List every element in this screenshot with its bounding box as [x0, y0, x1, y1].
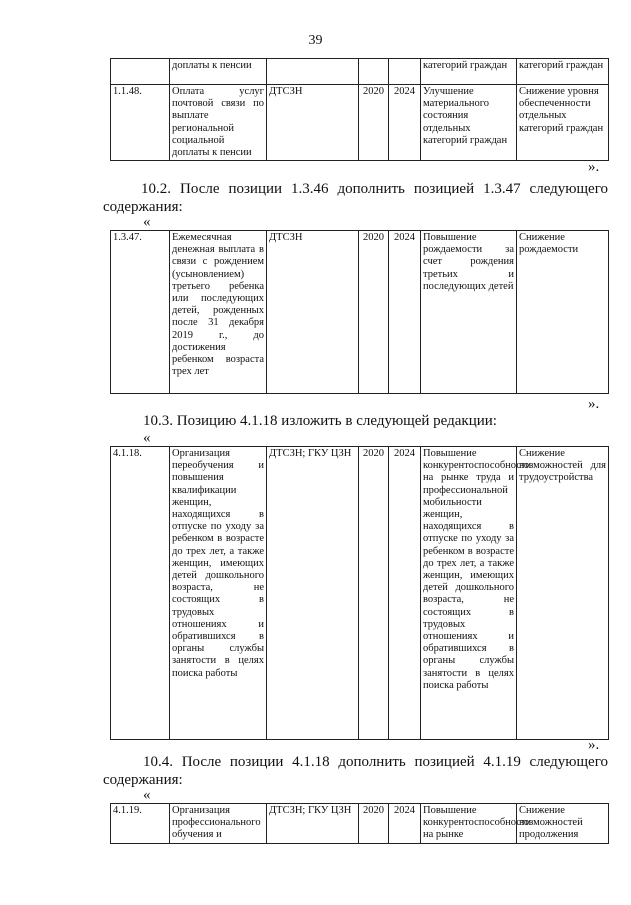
cell-indicator: Снижение рождаемости [517, 231, 609, 394]
opening-quote: « [143, 787, 151, 803]
cell-name: Ежемесячная денежная выплата в связи с рождением (усыновлением) третьего ребенка или последующих детей, рожденных после 31 декабря 2019 г., до достижения ребенком возраста трех лет [170, 231, 267, 394]
cell-year-start: 2020 [359, 85, 389, 161]
cell-year-end [389, 59, 421, 85]
cell-name: Организация профессионального обучения и [170, 804, 267, 844]
cell-name: Организация переобучения и повышения квалификации женщин, находящихся в отпуске по уходу за ребенком в возрасте до трех лет, а также женщин, имеющих детей дошкольного возраста, не состоящих в трудовых отношениях и обратившихся в органы службы занятости в целях поиска работы [170, 447, 267, 740]
cell-code [111, 59, 170, 85]
cell-code: 1.1.48. [111, 85, 170, 161]
table-continuation [110, 58, 609, 161]
page-number: 39 [308, 33, 323, 48]
cell-year-start: 2020 [359, 231, 389, 394]
cell-year-end: 2024 [389, 231, 421, 394]
cell-indicator: категорий граждан [517, 59, 609, 85]
table-4-1-18 [110, 446, 609, 740]
cell-year-end: 2024 [389, 447, 421, 740]
table-row [111, 231, 609, 394]
cell-executor: ДТСЗН; ГКУ ЦЗН [267, 804, 359, 844]
cell-indicator: Снижение возможностей продолжения [517, 804, 609, 844]
paragraph-10-4: 10.4. После позиции 4.1.18 дополнить позицией 4.1.19 следующего содержания: [103, 754, 608, 788]
table-4-1-19 [110, 803, 609, 844]
cell-code: 1.3.47. [111, 231, 170, 394]
cell-result: Повышение конкурентоспособности на рынке [421, 804, 517, 844]
paragraph-10-3: 10.3. Позицию 4.1.18 изложить в следующей редакции: [143, 413, 497, 429]
cell-executor [267, 59, 359, 85]
cell-name: доплаты к пенсии [170, 59, 267, 85]
table-row [111, 447, 609, 740]
cell-result: Повышение конкурентоспособности на рынке труда и профессиональной мобильности женщин, находящихся в отпуске по уходу за ребенком в возрасте до трех лет, а также женщин, имеющих детей дошкольного возраста, не состоящих в трудовых отношениях и обратившихся в органы службы занятости в целях поиска работы [421, 447, 517, 740]
cell-code: 4.1.18. [111, 447, 170, 740]
cell-result: категорий граждан [421, 59, 517, 85]
table-row [111, 85, 609, 161]
closing-quote: ». [588, 396, 600, 412]
cell-year-end: 2024 [389, 804, 421, 844]
cell-result: Повышение рождаемости за счет рождения третьих и последующих детей [421, 231, 517, 394]
cell-result: Улучшение материального состояния отдельных категорий граждан [421, 85, 517, 161]
cell-year-start: 2020 [359, 447, 389, 740]
paragraph-10-2: 10.2. После позиции 1.3.46 дополнить позицией 1.3.47 следующего содержания: [103, 181, 608, 215]
table-row [111, 804, 609, 844]
closing-quote: ». [588, 737, 600, 753]
closing-quote: ». [588, 159, 600, 175]
cell-name: Оплата услуг почтовой связи по выплате региональной социальной доплаты к пенсии [170, 85, 267, 161]
cell-year-start [359, 59, 389, 85]
cell-code: 4.1.19. [111, 804, 170, 844]
opening-quote: « [143, 430, 151, 446]
cell-executor: ДТСЗН [267, 231, 359, 394]
cell-year-start: 2020 [359, 804, 389, 844]
table-1-3-47 [110, 230, 609, 394]
table-row [111, 59, 609, 85]
cell-indicator: Снижение уровня обеспеченности отдельных категорий граждан [517, 85, 609, 161]
cell-executor: ДТСЗН; ГКУ ЦЗН [267, 447, 359, 740]
cell-indicator: Снижение возможностей для трудоустройства [517, 447, 609, 740]
opening-quote: « [143, 214, 151, 230]
cell-year-end: 2024 [389, 85, 421, 161]
cell-executor: ДТСЗН [267, 85, 359, 161]
